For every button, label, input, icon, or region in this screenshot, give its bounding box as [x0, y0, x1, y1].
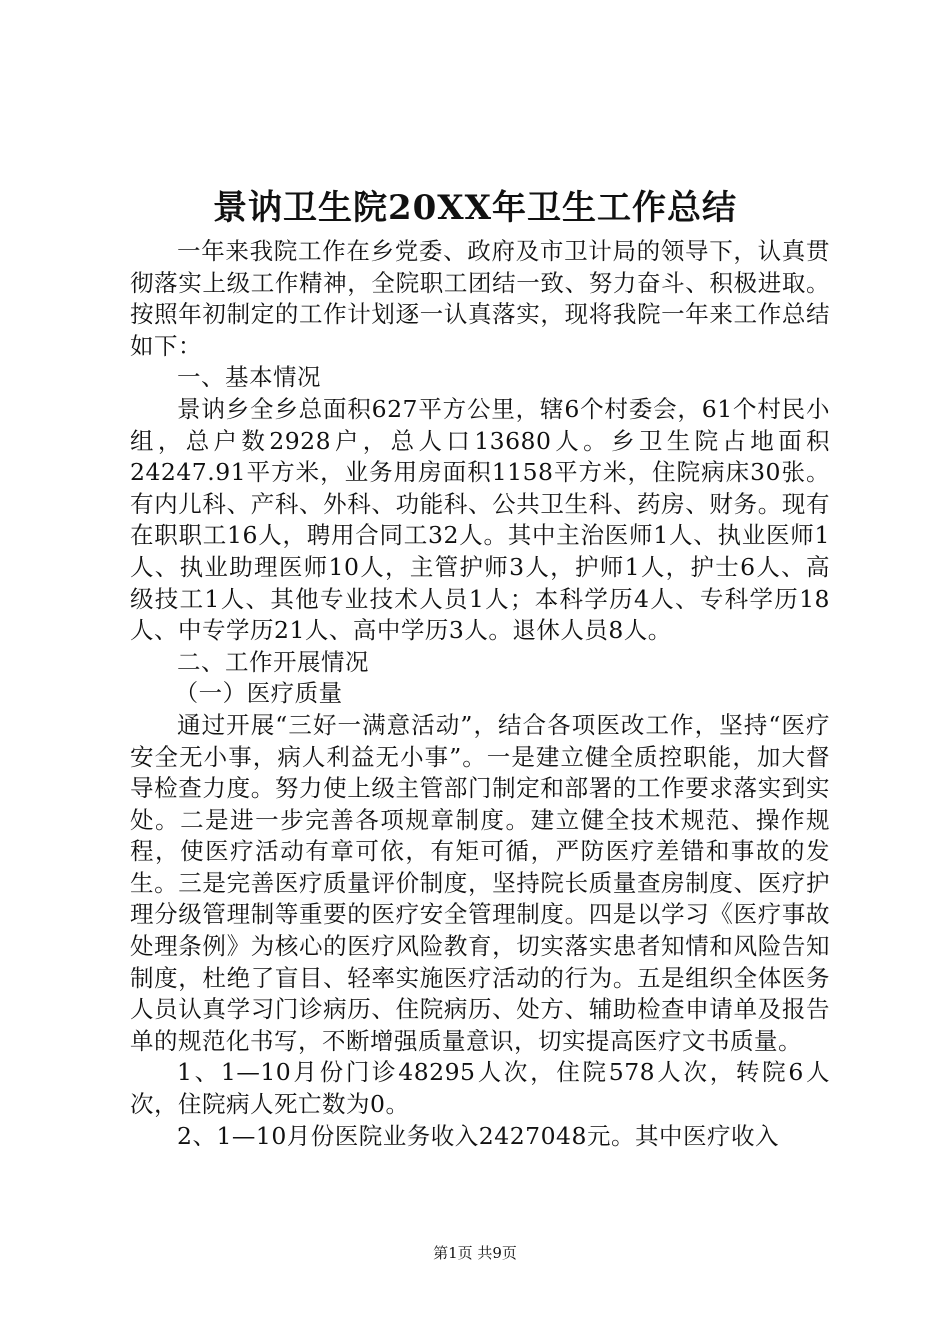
page-number-footer: 第1页 共9页 — [433, 1244, 517, 1262]
section-heading-work-progress: 二、工作开展情况 — [177, 647, 369, 676]
stats-item-2: 2、1—10月份医院业务收入2427048元。其中医疗收入 — [177, 1121, 779, 1150]
stats-item-1: 1、1—10月份门诊48295人次，住院578人次，转院6人次，住院病人死亡数为0。 — [130, 1058, 830, 1119]
document-body — [130, 236, 830, 1152]
document-title: 景讷卫生院20XX年卫生工作总结 — [212, 188, 738, 228]
medical-quality-paragraph: 通过开展“三好一满意活动”，结合各项医改工作，坚持“医疗安全无小事，病人利益无小事”。一是建立健全质控职能，加大督导检查力度。努力使上级主管部门制定和部署的工作要求落实到实处。二是进一步完善各项规章制度。建立健全技术规范、操作规程，使医疗活动有章可依，有矩可循，严防医疗差错和事故的发生。三是完善医疗质量评价制度，坚持院长质量查房制度、医疗护理分级管理制等重要的医疗安全管理制度。四是以学习《医疗事故处理条例》为核心的医疗风险教育，切实落实患者知情和风险告知制度，杜绝了盲目、轻率实施医疗活动的行为。五是组织全体医务人员认真学习门诊病历、住院病历、处方、辅助检查申请单及报告单的规范化书写，不断增强质量意识，切实提高医疗文书质量。 — [130, 710, 830, 1055]
subsection-heading-medical-quality: （一）医疗质量 — [174, 679, 343, 708]
basic-info-paragraph: 景讷乡全乡总面积627平方公里，辖6个村委会，61个村民小组，总户数2928户，总人口13680人。乡卫生院占地面积24247.91平方米，业务用房面积1158平方米，住院病床30张。有内儿科、产科、外科、功能科、公共卫生科、药房、财务。现有在职职工16人，聘用合同工32人。其中主治医师1人、执业医师1人、执业助理医师10人，主管护师3人，护师1人，护士6人、高级技工1人、其他专业技术人员1人；本科学历4人、专科学历18人、中专学历21人、高中学历3人。退休人员8人。 — [130, 394, 830, 645]
section-heading-basic-info: 一、基本情况 — [177, 363, 321, 392]
intro-paragraph: 一年来我院工作在乡党委、政府及市卫计局的领导下，认真贯彻落实上级工作精神，全院职工团结一致、努力奋斗、积极进取。按照年初制定的工作计划逐一认真落实，现将我院一年来工作总结如下： — [130, 237, 830, 360]
